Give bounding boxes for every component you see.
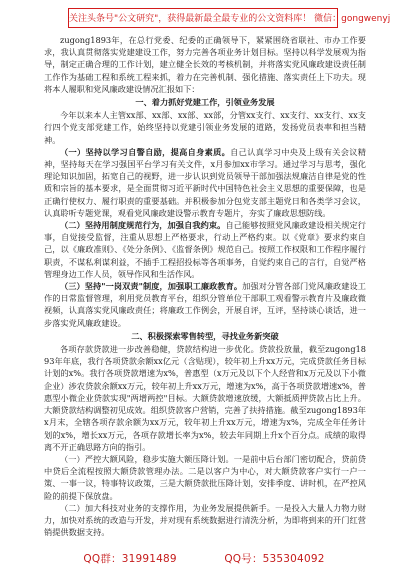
paragraph-lead: （三）坚持"一岗双责"制度，加强职工廉政教育。 bbox=[60, 281, 243, 292]
body-paragraph bbox=[44, 219, 366, 280]
body-paragraph: 各项存款贷款进一步改善稳健，贷款结构进一步优化。贷款投放量，截至zugong1893年年底，我行各项贷款余额xx亿元（含贴现），较年初上升xx万元，完成贷款任务目标计划的x%。我行各项贷款增速为x%，普惠型（x万元及以下个人经营和x万元及以下小微企业）涉农贷款余额xx万元，较年初上升xx万元，增速为x%，高于各项贷款增速x%，普惠型小微企业贷款实现"两增两控"目标。大额贷款增速放缓，大额抵质押贷款占比上升。大额贷款结构调整初见成效。组织贷款客户营销，完善了扶持措施。截至zugong1893年x月末，全辖各项存款余额为xx万元，较年初上升xx万元，增速为x%，完成全年任务计划的x%，增长xx万元，各项存款增长率为x%，较去年同期上升x个百分点。成绩的取得离不开正确思路方向的指引。 bbox=[44, 344, 366, 452]
body-paragraph: zugong1893年，在总行党委、纪委的正确领导下，紧紧围绕省联社、市办工作要求，我认真贯彻落实党建建设工作，努力完善各项业务计划目标。坚持以科学发展观为指导，制定正确合理的工作计划，建立健全长效的考核机制，并将落实党风廉政建设责任制工作作为基础工程和系统工程来抓，着力在完善机制、强化措施、落实责任上下功夫。现将本人履职和党风廉政建设情况汇报如下： bbox=[44, 35, 366, 94]
footer-qq: QQ号：535304092 bbox=[224, 553, 325, 565]
promo-banner: 关注头条号"公文研究"，获得最新最全最专业的公文资料库！ 微信：gongwenyj bbox=[68, 8, 338, 28]
paragraph-lead: （一）坚持以学习自警自励，提高自身素质。 bbox=[60, 146, 231, 157]
body-paragraph: （一）严控大额风险，稳步实施大额压降计划。一是前中后台部门密切配合，贷前贷中贷后全流程按照大额贷款管理办法。二是以客户为中心，对大额贷款客户实行一户一策、一事一议，特事特议政策，三是大额贷款批压降计划，安排季度、讲时机，在严控风险的前提下保放盘。 bbox=[44, 453, 366, 501]
paragraph-lead: （二）坚持用制度规范行为，加强自我约束。 bbox=[60, 220, 226, 231]
paragraph-text: 自己认真学习中央及上级有关会议精神，坚持每天在学习强国平台学习有关文件，x月参加xx市学习。通过学习与思考，强化理论知识加固，拓宽自己的视野，进一步认识到党员领导干部加强法规廉洁自律是党的性质和宗旨的基本要求，是全面贯彻习近平新时代中国特色社会主义思想的重要保障，也是正确行使权力、履行职责的重要基础。并积极参加分包党支部主题党日和各类学习会议，认真聆听专题党课，观看党风廉政建设警示教育专题片，夯实了廉政思想防线。 bbox=[44, 146, 366, 218]
footer-qq-group: QQ群：31991489 bbox=[83, 553, 177, 565]
body-paragraph bbox=[44, 280, 366, 329]
paragraph-text: 自己能够按照党风廉政建设相关规定行事，自觉接受监督，注重从思想上严格要求，行动上严格约束。以《党章》要求约束自己，以《廉政准则》、《处分条例》、《监督条例》规范自己。按照工作权限和工作程序履行职责，不谋私利谋利益，不插手工程招投标等各项事务，自觉约束自己的言行，自觉严格管理身边工作人员，领导作风和生活作风。 bbox=[44, 220, 366, 279]
body-paragraph: 今年以来本人主管xx部、xx部、xx部、xx部，分管xx支行、xx支行、xx支行、xx支行四个党支部党建工作，始终坚持以党建引领业务发展的道路，发扬党员表率和担当精神。 bbox=[44, 110, 366, 145]
document-body bbox=[44, 34, 366, 542]
footer-contact bbox=[0, 551, 408, 567]
section-heading: 二、积极探索零售转型，寻找业务新突破 bbox=[131, 330, 279, 341]
body-paragraph: （二）加大科技对业务的支撑作用，为业务发展提供新手。一是投入大量人力物力财力，加快对系统的改造与开发，并对现有系统数据进行清洗分析，为即将到来的开门红营销提供数据支持。 bbox=[44, 502, 366, 538]
body-paragraph bbox=[44, 146, 366, 219]
paragraph-text: 加强对分管各部门党风廉政建设工作的日常监督管理，利用党员教育平台，组织分管单位干部职工观看警示教育片及廉政微视频，认真落实党风廉政责任；将廉政工作例会，开展自评，互评，坚持谈心谈话，进一步落实党风廉政建设。 bbox=[44, 281, 366, 328]
section-heading: 一、着力抓好党建工作，引领业务发展 bbox=[135, 97, 275, 108]
